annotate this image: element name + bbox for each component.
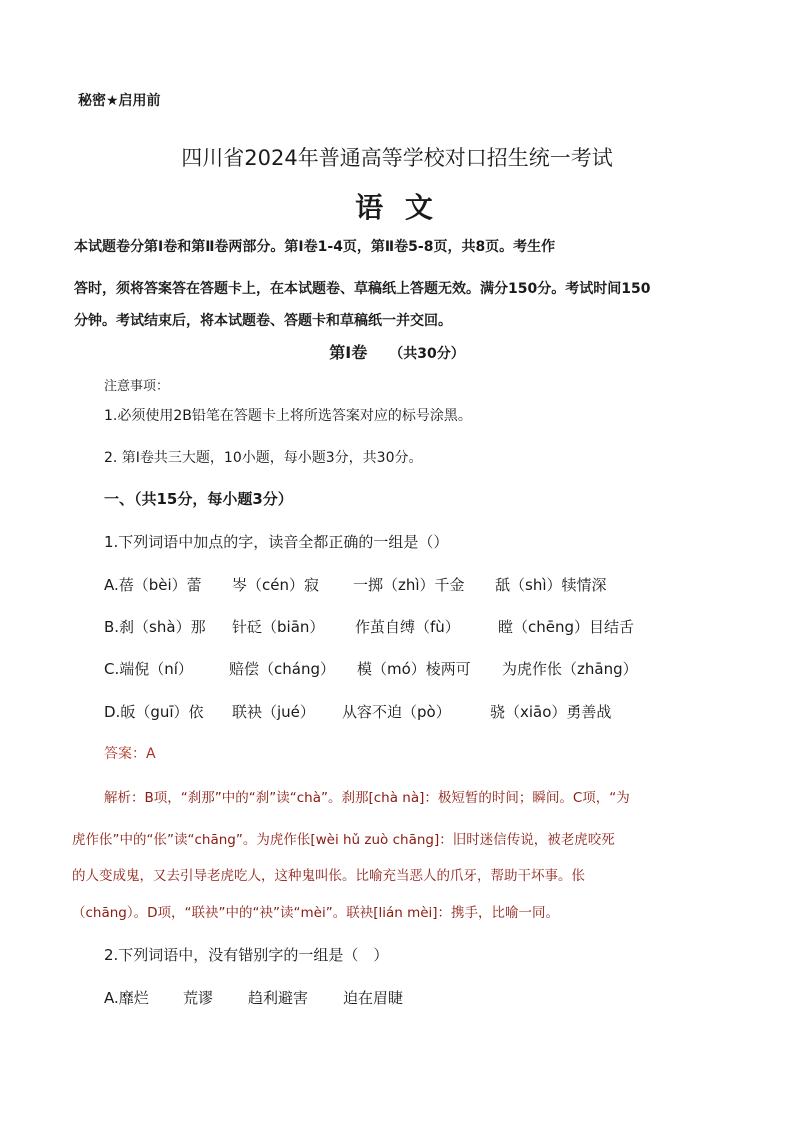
instruction-line-1: 本试题卷分第Ⅰ卷和第Ⅱ卷两部分。第Ⅰ卷1-4页，第Ⅱ卷5-8页，共8页。考生作 [74, 239, 556, 255]
q1-option-d-word-3: 从容不迫（pò） [342, 703, 451, 721]
q1-option-a-word-3: 一掷（zhì）千金 [353, 576, 465, 594]
notes-heading: 注意事项： [104, 379, 170, 394]
q1-explanation-line-4: （chāng）。D项，“联袂”中的“袂”读“mèi”。联袂[lián mèi]：携手，比喻一同。 [72, 905, 560, 921]
section-heading: 一、（共15分，每小题3分） [104, 490, 293, 508]
part-heading [0, 340, 794, 363]
q1-option-a-word-1: A.蓓（bèi）蕾 [104, 576, 202, 594]
note-item-1: 1.必须使用2B铅笔在答题卡上将所选答案对应的标号涂黑。 [104, 408, 472, 424]
q1-option-d-word-4: 骁（xiāo）勇善战 [490, 703, 612, 721]
q1-explanation-line-2: 虎作伥”中的“伥”读“chāng”。为虎作伥[wèi hǔ zuò chāng]：旧时迷信传说，被老虎咬死 [72, 832, 615, 848]
q1-option-d-word-2: 联袂（jué） [232, 703, 315, 721]
instruction-line-2: 答时，须将答案答在答题卡上，在本试题卷、草稿纸上答题无效。满分150分。考试时间150 [74, 281, 651, 297]
q1-option-c-word-1: C.端倪（ní） [104, 660, 193, 678]
instruction-line-3: 分钟。考试结束后，将本试题卷、答题卡和草稿纸一并交回。 [74, 313, 452, 329]
question-2-stem: 2.下列词语中，没有错别字的一组是（ ） [104, 946, 389, 964]
exam-title: 四川省2024年普通高等学校对口招生统一考试 [181, 146, 613, 170]
q2-option-a-word-1: A.靡烂 [104, 989, 149, 1007]
q1-option-b-word-1: B.刹（shà）那 [104, 618, 206, 636]
q1-option-a-word-4: 舐（shì）犊情深 [495, 576, 607, 594]
q1-option-d-word-1: D.皈（guī）依 [104, 703, 204, 721]
q1-answer: 答案：A [104, 746, 156, 762]
q1-option-c-word-4: 为虎作伥（zhāng） [502, 660, 638, 678]
q1-option-c-word-3: 模（mó）棱两可 [357, 660, 471, 678]
subject-title: 语 文 [355, 191, 439, 224]
q1-option-c-word-2: 赔偿（cháng） [229, 660, 335, 678]
q2-option-a-word-2: 荒谬 [183, 989, 214, 1007]
q2-option-a-word-4: 迫在眉睫 [343, 989, 404, 1007]
q1-option-b-word-4: 瞠（chēng）目结舌 [498, 618, 635, 636]
q1-option-a-word-2: 岑（cén）寂 [232, 576, 319, 594]
question-1-stem: 1.下列词语中加点的字，读音全都正确的一组是（） [104, 533, 449, 551]
note-item-2: 2. 第Ⅰ卷共三大题，10小题，每小题3分，共30分。 [104, 450, 423, 466]
q2-option-a-word-3: 趋利避害 [248, 989, 309, 1007]
confidential-label: 秘密★启用前 [78, 93, 161, 109]
q1-explanation-line-1: 解析：B项，“刹那”中的“刹”读“chà”。刹那[chà nà]：极短暂的时间；瞬间。C项，“为 [104, 790, 630, 806]
q1-option-b-word-3: 作茧自缚（fù） [355, 618, 460, 636]
part-title: 第Ⅰ卷 [329, 343, 368, 362]
q1-option-b-word-2: 针砭（biān） [232, 618, 325, 636]
part-score: （共30分） [389, 346, 465, 362]
q1-explanation-line-3: 的人变成鬼，又去引导老虎吃人，这种鬼叫伥。比喻充当恶人的爪牙，帮助干坏事。伥 [72, 868, 585, 884]
